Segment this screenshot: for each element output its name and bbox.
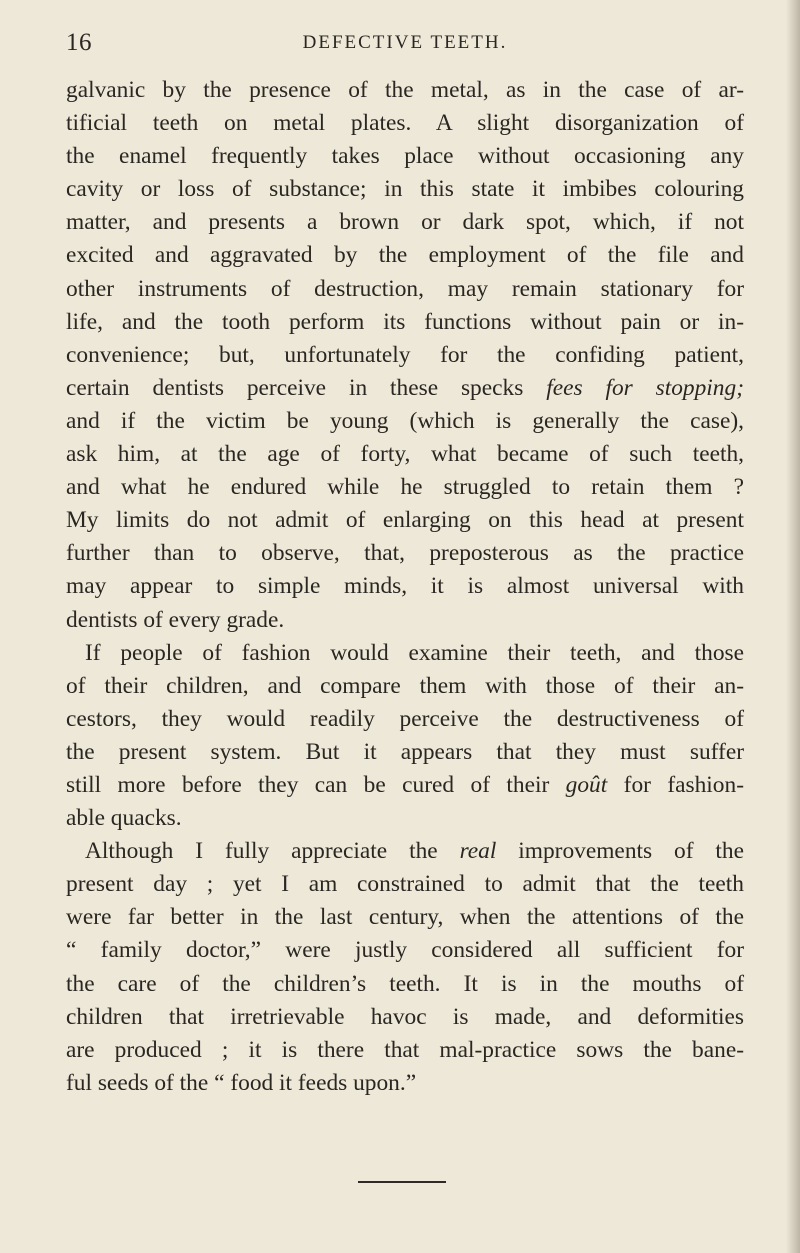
text-line: children that irretrievable havoc is made, and deformities — [66, 1003, 744, 1030]
text-line: galvanic by the presence of the metal, as in the case of ar- — [66, 77, 744, 103]
text-line: ask him, at the age of forty, what became of such teeth, — [66, 441, 744, 468]
page-number: 16 — [66, 29, 92, 56]
text-line: are produced ; it is there that mal-practice sows the bane- — [66, 1036, 744, 1063]
text-line: the care of the children’s teeth. It is in the mouths of — [66, 970, 744, 997]
text-line: My limits do not admit of enlarging on this head at present — [66, 507, 744, 534]
text-line: ful seeds of the “ food it feeds upon.” — [66, 1069, 417, 1096]
text-span: Although I fully appreciate the — [85, 838, 460, 865]
text-span: certain dentists perceive in these specks — [66, 374, 547, 401]
text-line: the enamel frequently takes place without occasioning any — [66, 143, 744, 170]
running-title: DEFECTIVE TEETH. — [302, 32, 508, 53]
italic-phrase: real — [459, 838, 497, 865]
text-line: other instruments of destruction, may remain stationary for — [66, 275, 744, 302]
text-line: the present system. But it appears that they must suffer — [66, 738, 744, 765]
text-line: and if the victim be young (which is generally the case), — [66, 407, 744, 434]
section-rule — [358, 1181, 446, 1183]
text-line: convenience; but, unfortunately for the confiding patient, — [66, 341, 744, 368]
text-line: life, and the tooth perform its functions without pain or in- — [66, 308, 744, 335]
text-line: excited and aggravated by the employment of the file and — [66, 242, 744, 269]
text-line: were far better in the last century, when the attentions of the — [66, 904, 744, 931]
text-line: cestors, they would readily perceive the destructiveness of — [66, 705, 744, 732]
text-line: dentists of every grade. — [66, 606, 285, 633]
text-line: cavity or loss of substance; in this state it imbibes colouring — [66, 176, 744, 203]
text-line — [66, 372, 744, 405]
text-line: “ family doctor,” were justly considered all sufficient for — [66, 937, 744, 964]
text-line: present day ; yet I am constrained to admit that the teeth — [66, 871, 744, 898]
text-span: still more before they can be cured of their — [66, 771, 566, 798]
text-line: of their children, and compare them with those of their an- — [66, 672, 744, 699]
text-line: further than to observe, that, preposterous as the practice — [66, 540, 744, 567]
text-line: able quacks. — [66, 805, 182, 832]
page-edge-shadow — [786, 0, 800, 1253]
italic-phrase: fees for stopping; — [546, 374, 744, 401]
text-line — [66, 769, 744, 802]
text-line: tificial teeth on metal plates. A slight disorganization of — [66, 110, 744, 137]
page-header — [66, 29, 744, 59]
body-text — [66, 74, 744, 1100]
text-span: improvements of the — [496, 838, 744, 865]
text-line: matter, and presents a brown or dark spot, which, if not — [66, 209, 744, 236]
text-line: may appear to simple minds, it is almost universal with — [66, 573, 744, 600]
text-span: for fashion- — [607, 771, 744, 798]
text-line: and what he endured while he struggled to retain them ? — [66, 474, 744, 501]
text-line — [66, 835, 744, 868]
text-line: If people of fashion would examine their teeth, and those — [85, 639, 744, 666]
italic-phrase: goût — [565, 771, 608, 798]
